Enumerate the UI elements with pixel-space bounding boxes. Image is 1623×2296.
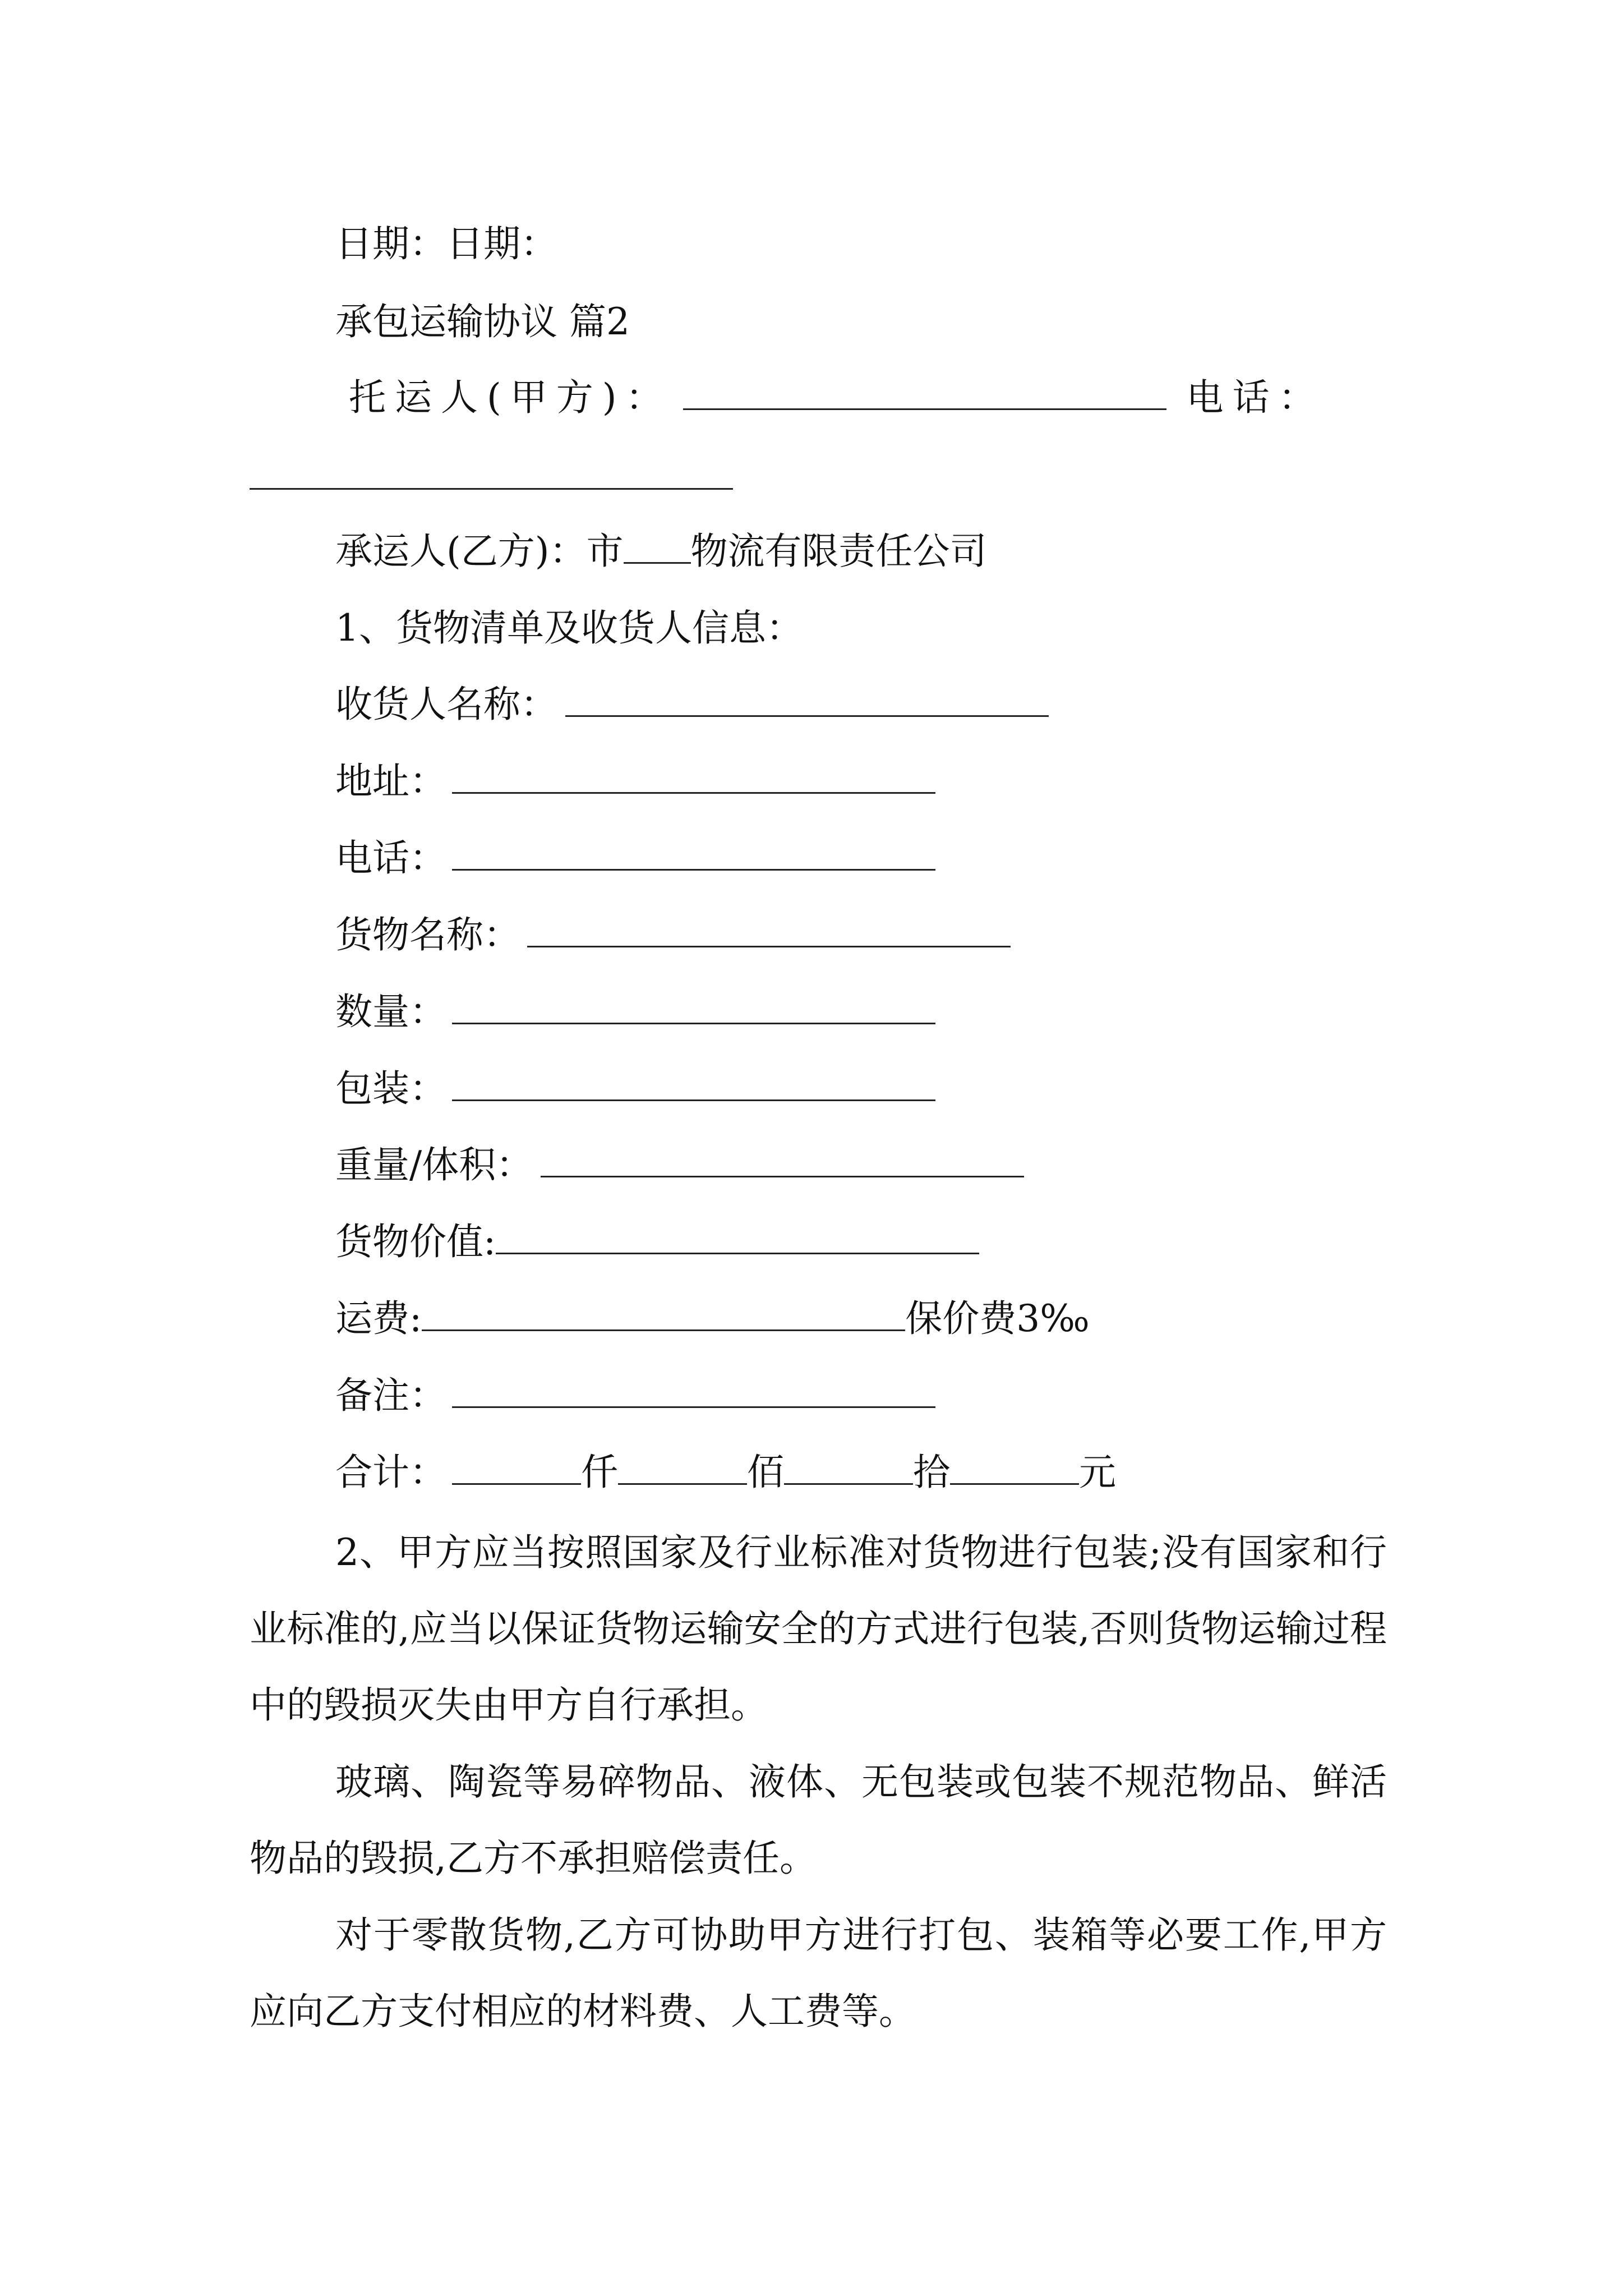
section-title: [335, 300, 630, 343]
address-blank[interactable]: [452, 763, 935, 794]
total-shi-blank[interactable]: [784, 1455, 913, 1485]
remarks-row: [335, 1374, 935, 1417]
total-bai-blank[interactable]: [618, 1455, 747, 1485]
quantity-label: 数量：: [335, 990, 446, 1033]
goods-heading: [335, 606, 803, 650]
total-yuan-blank[interactable]: [950, 1455, 1079, 1485]
unit-shi: 拾: [913, 1451, 950, 1494]
carrier-suffix: 物流有限责任公司: [690, 530, 987, 573]
value-row: [335, 1220, 979, 1263]
carrier-label: 承运人(乙方)：市: [335, 530, 624, 573]
total-qian-blank[interactable]: [452, 1455, 581, 1485]
shipper-phone-label: 电话：: [1186, 376, 1325, 419]
consignee-blank[interactable]: [565, 687, 1049, 717]
shipper-phone-line: [250, 459, 733, 496]
consignee-phone-row: [335, 836, 935, 880]
freight-blank[interactable]: [422, 1301, 905, 1331]
remarks-blank[interactable]: [452, 1378, 935, 1408]
quantity-blank[interactable]: [452, 994, 935, 1024]
freight-row: [335, 1297, 1090, 1340]
address-label: 地址：: [335, 760, 446, 803]
clause-2-paragraph: 2、甲方应当按照国家及行业标准对货物进行包装;没有国家和行业标准的,应当以保证货物运输安全的方式进行包装,否则货物运输过程中的毁损灭失由甲方自行承担。: [250, 1531, 1387, 1727]
consignee-phone-label: 电话：: [335, 836, 446, 880]
packaging-blank[interactable]: [452, 1071, 935, 1101]
remarks-label: 备注：: [335, 1374, 446, 1417]
consignee-phone-blank[interactable]: [452, 840, 935, 871]
date-text: 日期：日期：: [335, 222, 557, 265]
address-row: [335, 760, 935, 803]
shipper-phone-blank[interactable]: [250, 459, 733, 490]
consignee-label: 收货人名称：: [335, 683, 557, 726]
date-line: [335, 222, 557, 265]
carrier-city-blank[interactable]: [624, 533, 691, 564]
value-label: 货物价值:: [335, 1220, 496, 1263]
goods-name-blank[interactable]: [527, 917, 1011, 947]
quantity-row: [335, 990, 935, 1033]
unit-yuan: 元: [1079, 1451, 1116, 1494]
packaging-row: [335, 1067, 935, 1110]
freight-label: 运费:: [335, 1297, 422, 1340]
total-row: [335, 1451, 1116, 1494]
fragile-paragraph: 玻璃、陶瓷等易碎物品、液体、无包装或包装不规范物品、鲜活物品的毁损,乙方不承担赔偿责任。: [250, 1760, 1387, 1880]
total-label: 合计：: [335, 1451, 446, 1494]
goods-heading-text: 1、货物清单及收货人信息：: [335, 606, 803, 650]
section-title-text: 承包运输协议 篇2: [335, 300, 630, 343]
shipper-blank[interactable]: [683, 380, 1166, 410]
consignee-row: [335, 683, 1049, 726]
goods-name-row: [335, 913, 1011, 956]
weight-label: 重量/体积：: [335, 1143, 533, 1186]
goods-name-label: 货物名称：: [335, 913, 520, 956]
packaging-label: 包装：: [335, 1067, 446, 1110]
unit-bai: 佰: [747, 1451, 784, 1494]
weight-row: [335, 1143, 1024, 1186]
carrier-line: [335, 530, 987, 573]
shipper-line: [349, 376, 1325, 419]
shipper-label: 托运人(甲方)：: [349, 376, 672, 419]
value-blank[interactable]: [496, 1224, 979, 1254]
insurance-text: 保价费3‰: [905, 1297, 1090, 1340]
unit-qian: 仟: [581, 1451, 618, 1494]
loose-goods-paragraph: 对于零散货物,乙方可协助甲方进行打包、装箱等必要工作,甲方应向乙方支付相应的材料费、人工费等。: [250, 1913, 1387, 2033]
weight-blank[interactable]: [541, 1147, 1024, 1177]
